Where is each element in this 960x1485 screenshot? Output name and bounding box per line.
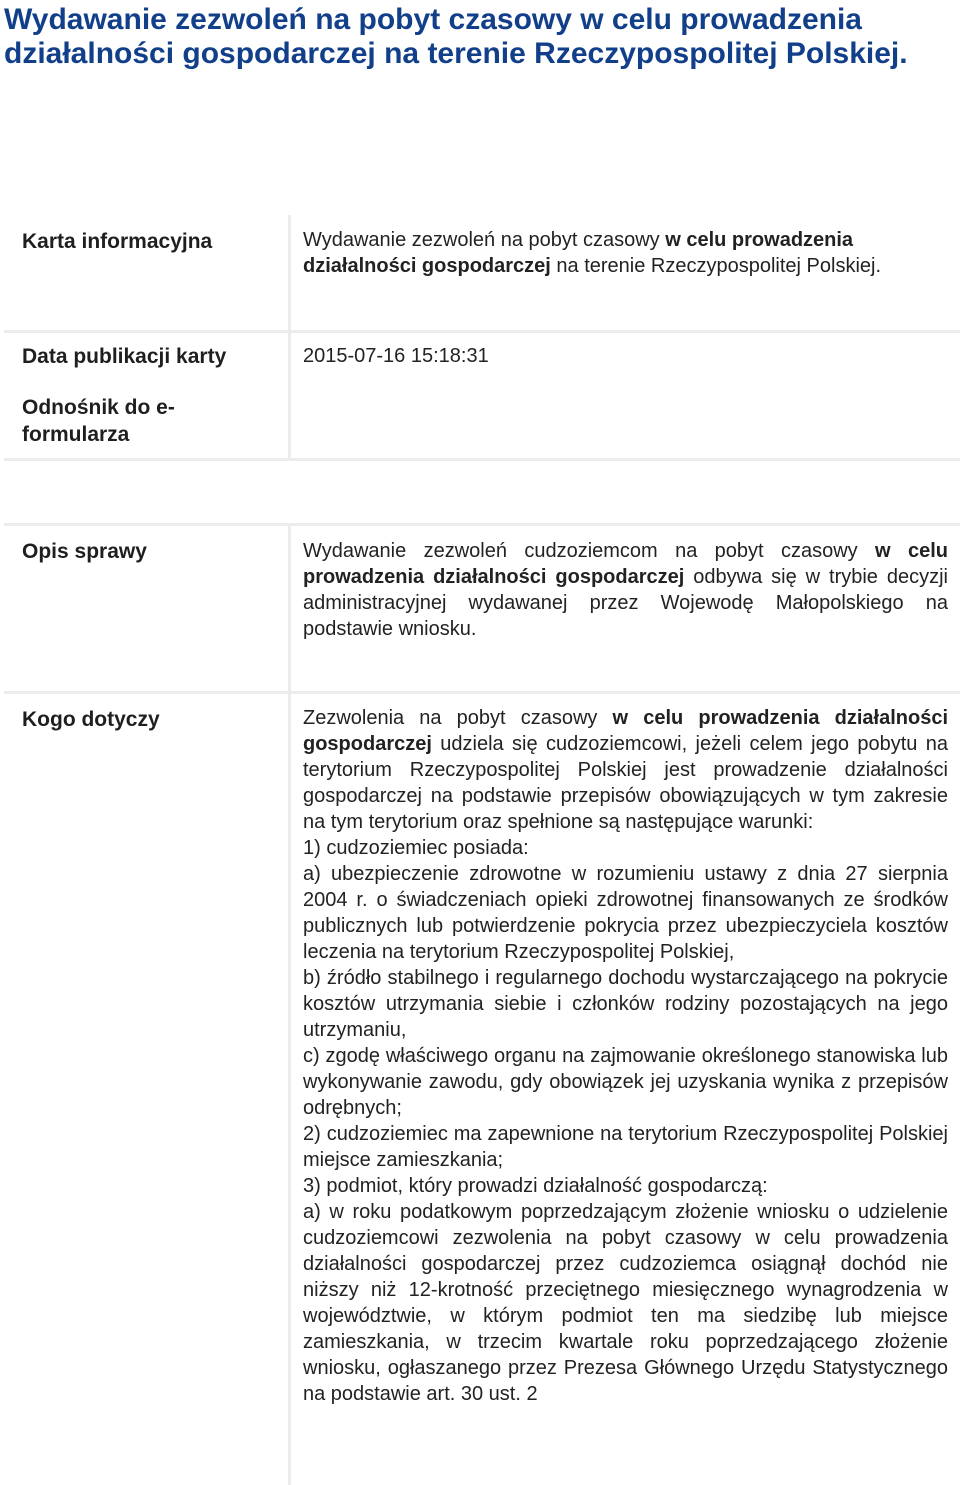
odnosnik-label: Odnośnik do e-formularza [22,396,175,446]
opis-value [303,538,948,642]
karta-value [303,227,948,279]
karta-value-bold: w celu prowadzenia działalności gospodarczej [303,229,854,277]
kogo-intro-bold: w celu prowadzenia działalności gospodarczej [303,707,949,755]
list-item: 1) cudzoziemiec posiada: [303,837,529,859]
data-publikacji-value: 2015-07-16 15:18:31 [303,345,489,367]
opis-text: Wydawanie zezwoleń cudzoziemcom na pobyt czasowy [303,540,876,562]
kogo-value [303,705,948,1407]
data-publikacji-label: Data publikacji karty [22,345,227,368]
list-item: a) w roku podatkowym poprzedzającym złożenie wniosku o udzielenie cudzoziemcowi zezwolenia na pobyt czasowy w celu prowadzenia działalności gospodarczej przez cudzoziemca osiągnął dochód nie niższy niż 12-krotność przeciętnego miesięcznego wynagrodzenia w województwie, w którym podmiot ten ma siedzibę lub miejsce zamieszkania, w trzecim kwartale roku poprzedzającego złożenie wniosku, ogłaszanego przez Prezesa Głównego Urzędu Statystycznego na podstawie art. 30 ust. 2 [303,1201,948,1405]
opis-label: Opis sprawy [22,540,147,563]
opis-bold: w celu prowadzenia działalności gospodarczej [303,540,948,588]
row-divider [4,330,960,333]
list-item: b) źródło stabilnego i regularnego dochodu wystarczającego na pokrycie kosztów utrzymania siebie i członków rodziny pozostających na jego utrzymaniu, [303,967,948,1041]
karta-value-text: Wydawanie zezwoleń na pobyt czasowy [303,229,666,251]
list-item: 2) cudzoziemiec ma zapewnione na terytorium Rzeczypospolitej Polskiej miejsce zamieszkania; [303,1123,948,1171]
kogo-intro-text: Zezwolenia na pobyt czasowy [303,707,613,729]
karta-value-text-end: na terenie Rzeczypospolitej Polskiej. [550,255,882,277]
kogo-label: Kogo dotyczy [22,708,160,731]
row-divider [4,458,960,461]
list-item: c) zgodę właściwego organu na zajmowanie określonego stanowiska lub wykonywanie zawodu, gdy obowiązek jej uzyskania wynika z przepisów odrębnych; [303,1045,948,1119]
row-divider [4,691,960,694]
kogo-intro-text-end: udziela się cudzoziemcowi, jeżeli celem jego pobytu na terytorium Rzeczypospolitej Polskiej jest prowadzenie działalności gospodarczej na podstawie przepisów obowiązujących w tym zakresie na tym terytorium oraz spełnione są następujące warunki: [303,733,948,833]
table-column-divider [288,694,291,1485]
kogo-intro [303,705,948,835]
table-column-divider [288,526,291,691]
karta-label: Karta informacyjna [22,230,213,253]
page-title: Wydawanie zezwoleń na pobyt czasowy w celu prowadzenia działalności gospodarczej na terenie Rzeczypospolitej Polskiej. [4,3,908,70]
row-divider [4,523,960,526]
list-item: a) ubezpieczenie zdrowotne w rozumieniu ustawy z dnia 27 sierpnia 2004 r. o świadczeniach opieki zdrowotnej finansowanych ze środków publicznych lub potwierdzenie pokrycia przez ubezpieczyciela kosztów leczenia na terytorium Rzeczypospolitej Polskiej, [303,863,948,963]
opis-text-end: odbywa się w trybie decyzji administracyjnej wydawanej przez Wojewodę Małopolskiego na podstawie wniosku. [303,566,948,640]
table-column-divider [288,215,291,330]
list-item: 3) podmiot, który prowadzi działalność gospodarczą: [303,1175,768,1197]
table-column-divider [288,333,291,458]
